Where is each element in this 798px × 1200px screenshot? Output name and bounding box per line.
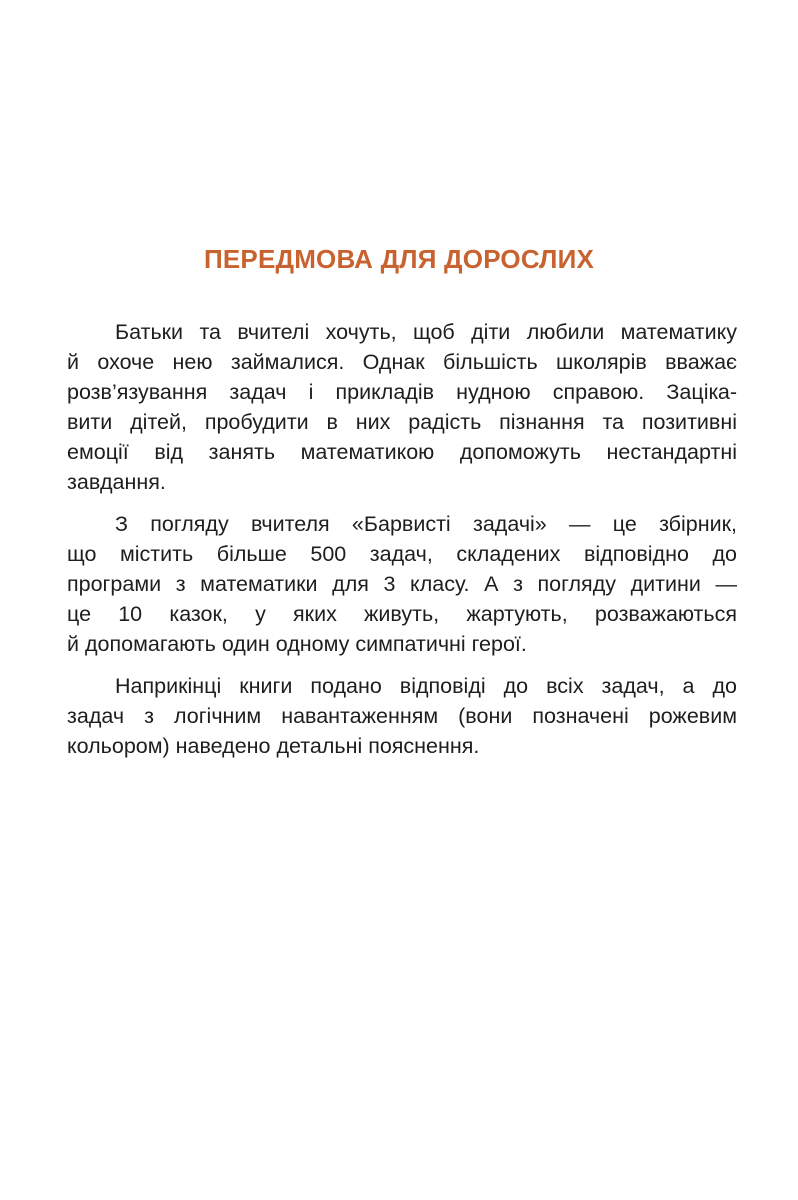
- paragraph-2: [67, 509, 737, 659]
- body-text: [67, 317, 737, 773]
- text-line: й охоче нею займалися. Однак більшість школярів вважає: [67, 350, 737, 374]
- text-line: вити дітей, пробудити в них радість пізнання та позитивні: [67, 410, 737, 434]
- text-line: Батьки та вчителі хочуть, щоб діти любили математику: [115, 320, 737, 344]
- text-line: задач з логічним навантаженням (вони позначені рожевим: [67, 704, 737, 728]
- text-line: розв’язування задач і прикладів нудною справою. Зацікa-: [67, 380, 737, 404]
- text-line: Наприкінці книги подано відповіді до всіх задач, а до: [115, 674, 737, 698]
- text-line: це 10 казок, у яких живуть, жартують, розважаються: [67, 602, 737, 626]
- paragraph-1: [67, 317, 737, 497]
- text-line: завдання.: [67, 470, 166, 494]
- paragraph-3: [67, 671, 737, 761]
- text-line: програми з математики для 3 класу. А з погляду дитини —: [67, 572, 737, 596]
- text-line: що містить більше 500 задач, складених відповідно до: [67, 542, 737, 566]
- page-title: ПЕРЕДМОВА ДЛЯ ДОРОСЛИХ: [203, 244, 595, 274]
- text-line: емоції від занять математикою допоможуть нестандартні: [67, 440, 737, 464]
- text-line: й допомагають один одному симпатичні герої.: [67, 632, 527, 656]
- text-line: кольором) наведено детальні пояснення.: [67, 734, 480, 758]
- text-line: З погляду вчителя «Барвисті задачі» — це збірник,: [115, 512, 737, 536]
